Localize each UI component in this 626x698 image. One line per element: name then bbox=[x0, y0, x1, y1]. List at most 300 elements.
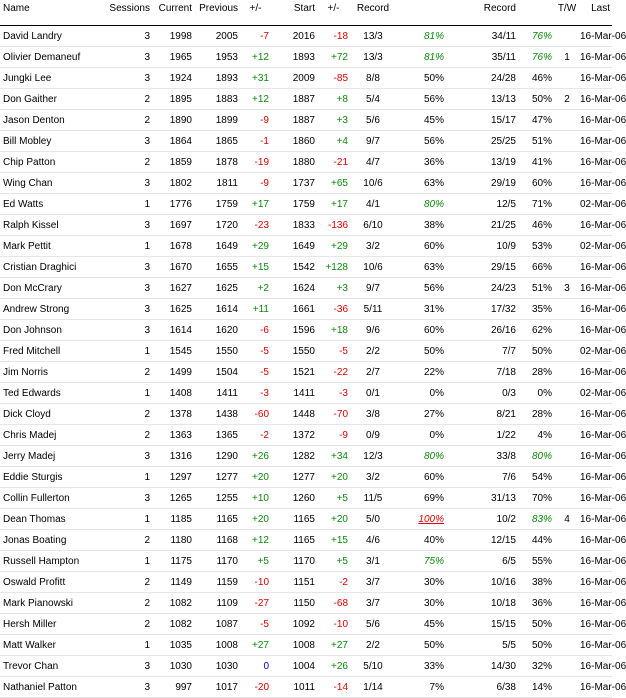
session-record: 10/6 bbox=[363, 261, 383, 273]
delta-previous: -60 bbox=[254, 408, 269, 420]
sessions-count: 1 bbox=[144, 345, 150, 357]
total-record: 10/18 bbox=[490, 597, 516, 609]
tw-rank bbox=[554, 530, 580, 551]
previous-rating: 1109 bbox=[216, 597, 238, 609]
tw-rank bbox=[554, 551, 580, 572]
delta-previous: +20 bbox=[252, 513, 269, 525]
total-win-pct: 66% bbox=[531, 261, 552, 273]
delta-start: +20 bbox=[331, 471, 348, 483]
last-played: 16-Mar-06 bbox=[580, 681, 626, 693]
start-rating: 1260 bbox=[292, 492, 315, 504]
previous-rating: 1883 bbox=[215, 93, 238, 105]
tw-rank bbox=[554, 446, 580, 467]
total-win-pct: 51% bbox=[531, 282, 552, 294]
delta-start: -2 bbox=[339, 576, 348, 588]
current-rating: 1890 bbox=[169, 114, 192, 126]
sessions-count: 3 bbox=[144, 30, 150, 42]
sessions-count: 1 bbox=[144, 240, 150, 252]
total-record: 35/11 bbox=[491, 51, 516, 63]
delta-start: +34 bbox=[331, 450, 348, 462]
last-played: 16-Mar-06 bbox=[580, 534, 626, 546]
previous-rating: 1625 bbox=[215, 282, 238, 294]
delta-previous: -3 bbox=[260, 387, 269, 399]
header-name: Name bbox=[0, 0, 104, 26]
start-rating: 2016 bbox=[292, 30, 315, 42]
total-win-pct: 44% bbox=[531, 534, 552, 546]
previous-rating: 1017 bbox=[215, 681, 238, 693]
delta-previous: -23 bbox=[254, 219, 269, 231]
total-win-pct: 83% bbox=[531, 513, 552, 525]
session-win-pct: 22% bbox=[423, 366, 444, 378]
tw-rank bbox=[554, 614, 580, 635]
table-row bbox=[0, 404, 612, 425]
table-row bbox=[0, 488, 612, 509]
total-win-pct: 38% bbox=[531, 576, 552, 588]
delta-previous: +27 bbox=[252, 639, 269, 651]
delta-previous: -6 bbox=[260, 324, 269, 336]
total-win-pct: 47% bbox=[531, 114, 552, 126]
session-record: 8/8 bbox=[366, 72, 380, 84]
table-row bbox=[0, 572, 612, 593]
player-name: Don Gaither bbox=[3, 93, 57, 105]
session-record: 6/10 bbox=[363, 219, 383, 231]
current-rating: 1316 bbox=[169, 450, 192, 462]
session-win-pct: 45% bbox=[423, 618, 444, 630]
total-win-pct: 80% bbox=[531, 450, 552, 462]
total-win-pct: 28% bbox=[531, 366, 552, 378]
sessions-count: 2 bbox=[144, 156, 150, 168]
tw-rank: 2 bbox=[564, 93, 570, 105]
sessions-count: 2 bbox=[144, 534, 150, 546]
delta-start: -9 bbox=[339, 429, 348, 441]
start-rating: 1860 bbox=[292, 135, 315, 147]
session-record: 13/3 bbox=[363, 30, 383, 42]
total-record: 12/5 bbox=[496, 198, 516, 210]
last-played: 16-Mar-06 bbox=[580, 93, 626, 105]
delta-previous: +11 bbox=[252, 303, 269, 315]
total-record: 29/19 bbox=[490, 177, 516, 189]
total-win-pct: 50% bbox=[531, 345, 552, 357]
session-win-pct: 60% bbox=[423, 240, 444, 252]
delta-start: +4 bbox=[336, 135, 348, 147]
tw-rank bbox=[554, 26, 580, 47]
session-record: 9/6 bbox=[366, 324, 380, 336]
table-row bbox=[0, 131, 612, 152]
previous-rating: 1008 bbox=[215, 639, 238, 651]
previous-rating: 1865 bbox=[215, 135, 238, 147]
session-record: 4/6 bbox=[366, 534, 380, 546]
total-record: 29/15 bbox=[490, 261, 516, 273]
start-rating: 1887 bbox=[292, 114, 315, 126]
sessions-count: 1 bbox=[144, 471, 150, 483]
table-row bbox=[0, 236, 612, 257]
tw-rank bbox=[554, 383, 580, 404]
start-rating: 1151 bbox=[293, 576, 315, 588]
session-win-pct: 31% bbox=[423, 303, 444, 315]
total-win-pct: 50% bbox=[531, 639, 552, 651]
sessions-count: 2 bbox=[144, 408, 150, 420]
last-played: 16-Mar-06 bbox=[580, 471, 626, 483]
header-start: Start bbox=[271, 0, 317, 26]
last-played: 16-Mar-06 bbox=[580, 618, 626, 630]
start-rating: 1542 bbox=[292, 261, 315, 273]
total-win-pct: 14% bbox=[531, 681, 552, 693]
session-win-pct: 30% bbox=[423, 597, 444, 609]
player-name: Chip Patton bbox=[3, 156, 56, 168]
tw-rank bbox=[554, 656, 580, 677]
player-name: Fred Mitchell bbox=[3, 345, 61, 357]
tw-rank bbox=[554, 467, 580, 488]
table-row bbox=[0, 257, 612, 278]
session-record: 0/1 bbox=[366, 387, 380, 399]
table-row bbox=[0, 215, 612, 236]
sessions-count: 3 bbox=[144, 282, 150, 294]
session-record: 3/8 bbox=[366, 408, 380, 420]
delta-previous: +17 bbox=[252, 198, 269, 210]
table-row bbox=[0, 278, 612, 299]
session-win-pct: 80% bbox=[423, 450, 444, 462]
total-win-pct: 51% bbox=[531, 135, 552, 147]
session-record: 3/7 bbox=[366, 597, 380, 609]
session-record: 1/14 bbox=[363, 681, 383, 693]
delta-start: +15 bbox=[331, 534, 348, 546]
header-delta-start: +/- bbox=[317, 0, 350, 26]
player-name: Dean Thomas bbox=[3, 513, 66, 525]
current-rating: 1030 bbox=[169, 660, 192, 672]
session-win-pct: 27% bbox=[423, 408, 444, 420]
tw-rank bbox=[554, 194, 580, 215]
tw-rank bbox=[554, 572, 580, 593]
delta-start: -18 bbox=[333, 30, 348, 42]
header-record-games: Record bbox=[446, 0, 518, 26]
start-rating: 1170 bbox=[293, 555, 315, 567]
current-rating: 1965 bbox=[169, 51, 192, 63]
session-record: 3/2 bbox=[366, 471, 380, 483]
current-rating: 997 bbox=[175, 681, 192, 693]
previous-rating: 1614 bbox=[215, 303, 238, 315]
sessions-count: 1 bbox=[144, 639, 150, 651]
header-current: Current bbox=[152, 0, 194, 26]
total-win-pct: 50% bbox=[531, 93, 552, 105]
session-win-pct: 60% bbox=[423, 471, 444, 483]
session-win-pct: 30% bbox=[423, 576, 444, 588]
delta-start: +18 bbox=[331, 324, 348, 336]
delta-previous: +2 bbox=[257, 282, 269, 294]
start-rating: 1004 bbox=[292, 660, 315, 672]
total-win-pct: 36% bbox=[531, 597, 552, 609]
delta-start: +5 bbox=[336, 492, 348, 504]
previous-rating: 1159 bbox=[216, 576, 238, 588]
previous-rating: 1290 bbox=[215, 450, 238, 462]
current-rating: 1185 bbox=[170, 513, 192, 525]
start-rating: 1759 bbox=[292, 198, 315, 210]
last-played: 16-Mar-06 bbox=[580, 429, 626, 441]
table-row bbox=[0, 509, 612, 530]
sessions-count: 3 bbox=[144, 219, 150, 231]
sessions-count: 3 bbox=[144, 72, 150, 84]
last-played: 02-Mar-06 bbox=[580, 345, 626, 357]
tw-rank bbox=[554, 215, 580, 236]
total-win-pct: 62% bbox=[531, 324, 552, 336]
current-rating: 1175 bbox=[170, 555, 192, 567]
session-win-pct: 50% bbox=[423, 345, 444, 357]
delta-start: +5 bbox=[336, 555, 348, 567]
tw-rank bbox=[554, 425, 580, 446]
total-win-pct: 28% bbox=[531, 408, 552, 420]
start-rating: 1448 bbox=[292, 408, 315, 420]
table-row bbox=[0, 194, 612, 215]
player-name: Ralph Kissel bbox=[3, 219, 59, 231]
session-win-pct: 50% bbox=[423, 639, 444, 651]
delta-previous: -20 bbox=[254, 681, 269, 693]
last-played: 16-Mar-06 bbox=[580, 177, 626, 189]
last-played: 16-Mar-06 bbox=[580, 660, 626, 672]
table-row bbox=[0, 677, 612, 698]
delta-start: +8 bbox=[336, 93, 348, 105]
total-record: 5/5 bbox=[502, 639, 516, 651]
delta-start: -14 bbox=[333, 681, 348, 693]
delta-previous: -27 bbox=[254, 597, 269, 609]
current-rating: 1545 bbox=[169, 345, 192, 357]
delta-start: +29 bbox=[331, 240, 348, 252]
player-name: Jim Norris bbox=[3, 366, 48, 378]
total-record: 12/15 bbox=[490, 534, 516, 546]
total-win-pct: 32% bbox=[531, 660, 552, 672]
previous-rating: 1030 bbox=[215, 660, 238, 672]
last-played: 16-Mar-06 bbox=[580, 261, 626, 273]
last-played: 16-Mar-06 bbox=[580, 639, 626, 651]
tw-rank: 3 bbox=[564, 282, 570, 294]
previous-rating: 1550 bbox=[215, 345, 238, 357]
total-record: 7/7 bbox=[502, 345, 516, 357]
current-rating: 1035 bbox=[169, 639, 192, 651]
player-name: David Landry bbox=[3, 30, 62, 42]
sessions-count: 2 bbox=[144, 114, 150, 126]
delta-start: +27 bbox=[331, 639, 348, 651]
session-win-pct: 56% bbox=[423, 282, 444, 294]
session-win-pct: 56% bbox=[423, 135, 444, 147]
delta-previous: -9 bbox=[260, 177, 269, 189]
delta-start: -36 bbox=[333, 303, 348, 315]
current-rating: 1614 bbox=[169, 324, 192, 336]
last-played: 16-Mar-06 bbox=[580, 30, 626, 42]
session-record: 9/7 bbox=[366, 282, 380, 294]
sessions-count: 1 bbox=[144, 555, 150, 567]
last-played: 16-Mar-06 bbox=[580, 492, 626, 504]
header-tw: T/W bbox=[554, 0, 580, 26]
sessions-count: 2 bbox=[144, 597, 150, 609]
delta-start: -22 bbox=[333, 366, 348, 378]
player-name: Trevor Chan bbox=[3, 660, 59, 672]
session-record: 3/7 bbox=[366, 576, 380, 588]
player-name: Jungki Lee bbox=[3, 72, 52, 84]
current-rating: 1678 bbox=[169, 240, 192, 252]
last-played: 16-Mar-06 bbox=[580, 408, 626, 420]
previous-rating: 1504 bbox=[215, 366, 238, 378]
session-win-pct: 33% bbox=[423, 660, 444, 672]
table-row bbox=[0, 173, 612, 194]
delta-start: +72 bbox=[331, 51, 348, 63]
table-row bbox=[0, 383, 612, 404]
total-record: 7/18 bbox=[496, 366, 516, 378]
session-win-pct: 45% bbox=[423, 114, 444, 126]
start-rating: 1521 bbox=[292, 366, 315, 378]
start-rating: 2009 bbox=[292, 72, 315, 84]
table-row bbox=[0, 446, 612, 467]
table-row bbox=[0, 362, 612, 383]
tw-rank bbox=[554, 362, 580, 383]
player-name: Mark Pettit bbox=[3, 240, 51, 252]
last-played: 16-Mar-06 bbox=[580, 135, 626, 147]
total-win-pct: 55% bbox=[531, 555, 552, 567]
start-rating: 1833 bbox=[292, 219, 315, 231]
session-win-pct: 75% bbox=[423, 555, 444, 567]
session-record: 3/2 bbox=[366, 240, 380, 252]
current-rating: 1776 bbox=[169, 198, 192, 210]
player-name: Bill Mobley bbox=[3, 135, 52, 147]
previous-rating: 1811 bbox=[216, 177, 238, 189]
delta-previous: -10 bbox=[254, 576, 269, 588]
total-record: 10/9 bbox=[496, 240, 516, 252]
last-played: 16-Mar-06 bbox=[580, 450, 626, 462]
table-row bbox=[0, 614, 612, 635]
sessions-count: 2 bbox=[144, 429, 150, 441]
sessions-count: 2 bbox=[144, 576, 150, 588]
start-rating: 1887 bbox=[292, 93, 315, 105]
sessions-count: 3 bbox=[144, 324, 150, 336]
previous-rating: 1411 bbox=[216, 387, 238, 399]
player-name: Nathaniel Patton bbox=[3, 681, 77, 693]
session-record: 5/10 bbox=[363, 660, 383, 672]
session-record: 4/7 bbox=[366, 156, 380, 168]
start-rating: 1165 bbox=[293, 513, 315, 525]
previous-rating: 1170 bbox=[216, 555, 238, 567]
current-rating: 1378 bbox=[169, 408, 192, 420]
delta-start: +20 bbox=[331, 513, 348, 525]
current-rating: 1082 bbox=[169, 597, 192, 609]
last-played: 16-Mar-06 bbox=[580, 513, 626, 525]
sessions-count: 3 bbox=[144, 660, 150, 672]
previous-rating: 1438 bbox=[215, 408, 238, 420]
table-row bbox=[0, 425, 612, 446]
player-name: Collin Fullerton bbox=[3, 492, 70, 504]
previous-rating: 1087 bbox=[215, 618, 238, 630]
total-win-pct: 46% bbox=[531, 219, 552, 231]
player-name: Wing Chan bbox=[3, 177, 53, 189]
total-record: 17/32 bbox=[490, 303, 516, 315]
player-name: Andrew Strong bbox=[3, 303, 70, 315]
current-rating: 1998 bbox=[169, 30, 192, 42]
delta-start: -3 bbox=[339, 387, 348, 399]
previous-rating: 1255 bbox=[215, 492, 238, 504]
start-rating: 1596 bbox=[292, 324, 315, 336]
delta-start: -136 bbox=[327, 219, 348, 231]
tw-rank bbox=[554, 236, 580, 257]
player-name: Dick Cloyd bbox=[3, 408, 51, 420]
delta-start: +17 bbox=[331, 198, 348, 210]
previous-rating: 1893 bbox=[215, 72, 238, 84]
tw-rank bbox=[554, 635, 580, 656]
start-rating: 1372 bbox=[292, 429, 315, 441]
total-record: 13/19 bbox=[490, 156, 516, 168]
player-name: Jason Denton bbox=[3, 114, 65, 126]
start-rating: 1661 bbox=[292, 303, 315, 315]
player-name: Chris Madej bbox=[3, 429, 57, 441]
session-record: 13/3 bbox=[363, 51, 383, 63]
total-win-pct: 53% bbox=[531, 240, 552, 252]
delta-start: -21 bbox=[333, 156, 348, 168]
session-win-pct: 69% bbox=[423, 492, 444, 504]
current-rating: 1625 bbox=[169, 303, 192, 315]
total-win-pct: 0% bbox=[537, 387, 552, 399]
previous-rating: 1655 bbox=[215, 261, 238, 273]
sessions-count: 1 bbox=[144, 513, 150, 525]
delta-previous: +12 bbox=[252, 93, 269, 105]
previous-rating: 2005 bbox=[215, 30, 238, 42]
header-row bbox=[0, 0, 612, 26]
delta-previous: +12 bbox=[252, 51, 269, 63]
last-played: 16-Mar-06 bbox=[580, 156, 626, 168]
sessions-count: 2 bbox=[144, 618, 150, 630]
total-win-pct: 41% bbox=[531, 156, 552, 168]
total-record: 8/21 bbox=[496, 408, 516, 420]
session-record: 5/6 bbox=[366, 114, 380, 126]
session-record: 5/0 bbox=[366, 513, 380, 525]
previous-rating: 1365 bbox=[215, 429, 238, 441]
delta-previous: +29 bbox=[252, 240, 269, 252]
tw-rank bbox=[554, 131, 580, 152]
last-played: 16-Mar-06 bbox=[580, 576, 626, 588]
tw-rank: 1 bbox=[564, 51, 570, 63]
session-win-pct: 40% bbox=[423, 534, 444, 546]
start-rating: 1150 bbox=[293, 597, 315, 609]
total-win-pct: 70% bbox=[531, 492, 552, 504]
total-record: 13/13 bbox=[490, 93, 516, 105]
table-row bbox=[0, 47, 612, 68]
last-played: 16-Mar-06 bbox=[580, 366, 626, 378]
session-win-pct: 50% bbox=[423, 72, 444, 84]
session-record: 12/3 bbox=[363, 450, 383, 462]
start-rating: 1550 bbox=[292, 345, 315, 357]
delta-start: +128 bbox=[325, 261, 348, 273]
current-rating: 1265 bbox=[169, 492, 192, 504]
previous-rating: 1953 bbox=[215, 51, 238, 63]
previous-rating: 1168 bbox=[216, 534, 238, 546]
table-row bbox=[0, 89, 612, 110]
total-win-pct: 76% bbox=[531, 30, 552, 42]
total-win-pct: 50% bbox=[531, 618, 552, 630]
session-win-pct: 81% bbox=[423, 30, 444, 42]
delta-previous: +10 bbox=[252, 492, 269, 504]
table-row bbox=[0, 320, 612, 341]
tw-rank bbox=[554, 299, 580, 320]
table-row bbox=[0, 299, 612, 320]
delta-previous: -2 bbox=[260, 429, 269, 441]
current-rating: 1297 bbox=[169, 471, 192, 483]
start-rating: 1649 bbox=[292, 240, 315, 252]
previous-rating: 1878 bbox=[215, 156, 238, 168]
delta-previous: -7 bbox=[260, 30, 269, 42]
total-record: 24/23 bbox=[490, 282, 516, 294]
last-played: 16-Mar-06 bbox=[580, 219, 626, 231]
sessions-count: 3 bbox=[144, 177, 150, 189]
table-row bbox=[0, 110, 612, 131]
session-win-pct: 56% bbox=[423, 93, 444, 105]
session-record: 2/2 bbox=[366, 639, 380, 651]
total-record: 25/25 bbox=[490, 135, 516, 147]
session-record: 9/7 bbox=[366, 135, 380, 147]
player-name: Jerry Madej bbox=[3, 450, 56, 462]
